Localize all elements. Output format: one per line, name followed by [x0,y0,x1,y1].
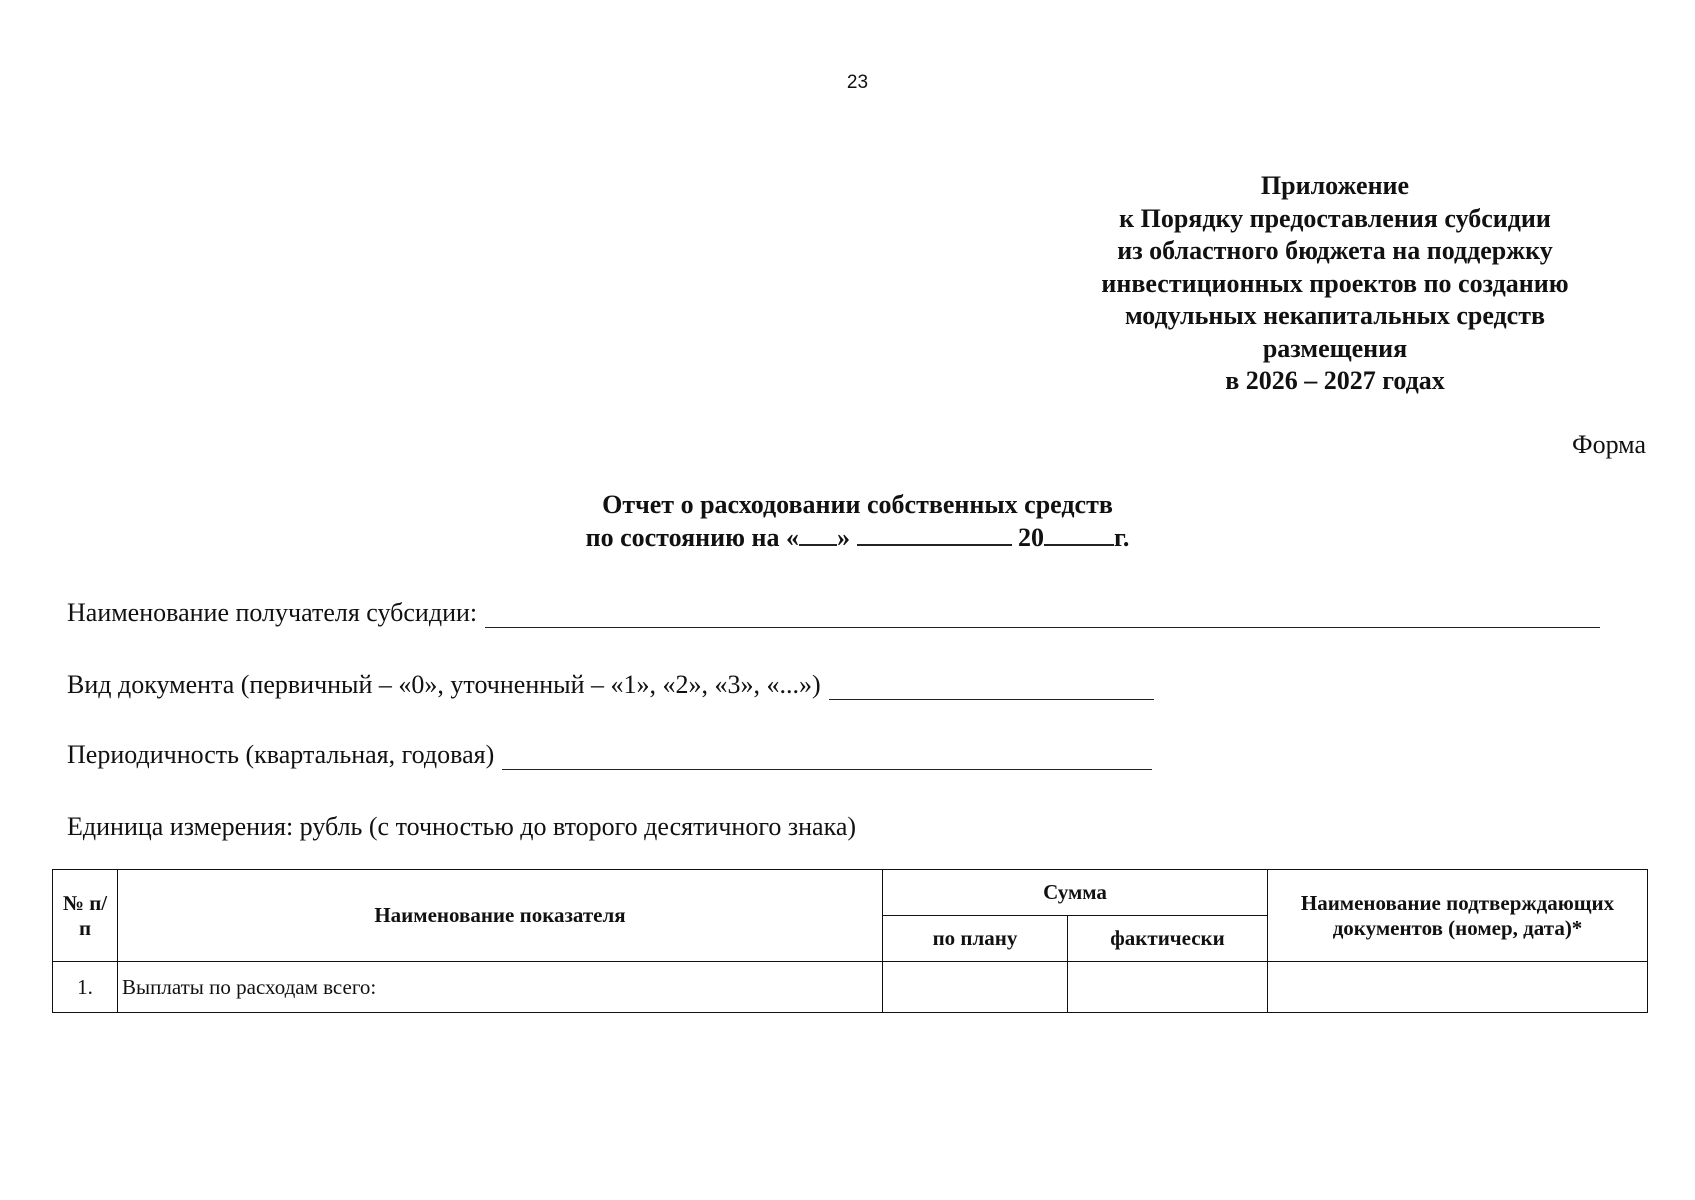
report-table [52,869,1648,1013]
appendix-line-4: инвестиционных проектов по созданию [1101,268,1569,298]
appendix-line-3: из областного бюджета на поддержку [1117,236,1553,265]
table-row [53,962,1648,1013]
header-plan: по плану [883,916,1068,962]
report-date-suffix: г. [1114,523,1130,552]
row-indicator: Выплаты по расходам всего: [118,962,883,1013]
header-docs: Наименование подтверждающих документов (номер, дата)* [1268,870,1648,962]
appendix-line-5: модульных некапитальных средств [1124,301,1546,330]
header-actual: фактически [1068,916,1268,962]
periodicity-label: Периодичность (квартальная, годовая) [67,740,495,769]
appendix-line-2: к Порядку предоставления субсидии [1119,203,1551,233]
row-docs-cell[interactable] [1268,962,1648,1013]
header-indicator: Наименование показателя [118,870,883,962]
header-sum: Сумма [883,870,1268,916]
report-date-prefix: по состоянию на « [585,523,799,552]
page-number: 23 [846,72,869,93]
report-date-year: 20 [1018,523,1044,552]
day-blank[interactable] [799,522,837,546]
row-actual-cell[interactable] [1068,962,1268,1013]
recipient-label: Наименование получателя субсидии: [67,598,478,627]
header-num: № п/п [53,870,118,962]
recipient-field [67,598,1600,628]
periodicity-blank[interactable] [502,745,1152,770]
table-header-row-1 [53,870,1648,916]
year-blank[interactable] [1044,522,1114,546]
report-title-line-1: Отчет о расходовании собственных средств [602,490,1113,519]
doc-type-label: Вид документа (первичный – «0», уточненный – «1», «2», «3», «...») [67,670,821,699]
recipient-blank[interactable] [485,603,1600,628]
report-title [0,488,1695,554]
month-blank[interactable] [857,522,1012,546]
doc-type-field [67,670,1154,700]
appendix-header [1070,170,1600,398]
appendix-line-6: размещения [1262,333,1408,363]
report-date-mid: » [837,523,850,552]
doc-type-blank[interactable] [829,675,1154,700]
periodicity-field [67,740,1152,770]
form-label: Форма [1572,430,1646,459]
appendix-line-7: в 2026 – 2027 годах [1225,366,1445,395]
unit-field [67,812,856,842]
report-title-line-2 [0,521,1695,554]
appendix-line-1: Приложение [1260,171,1410,200]
row-num: 1. [53,962,118,1013]
row-plan-cell[interactable] [883,962,1068,1013]
unit-label: Единица измерения: рубль (с точностью до второго десятичного знака) [67,812,857,841]
